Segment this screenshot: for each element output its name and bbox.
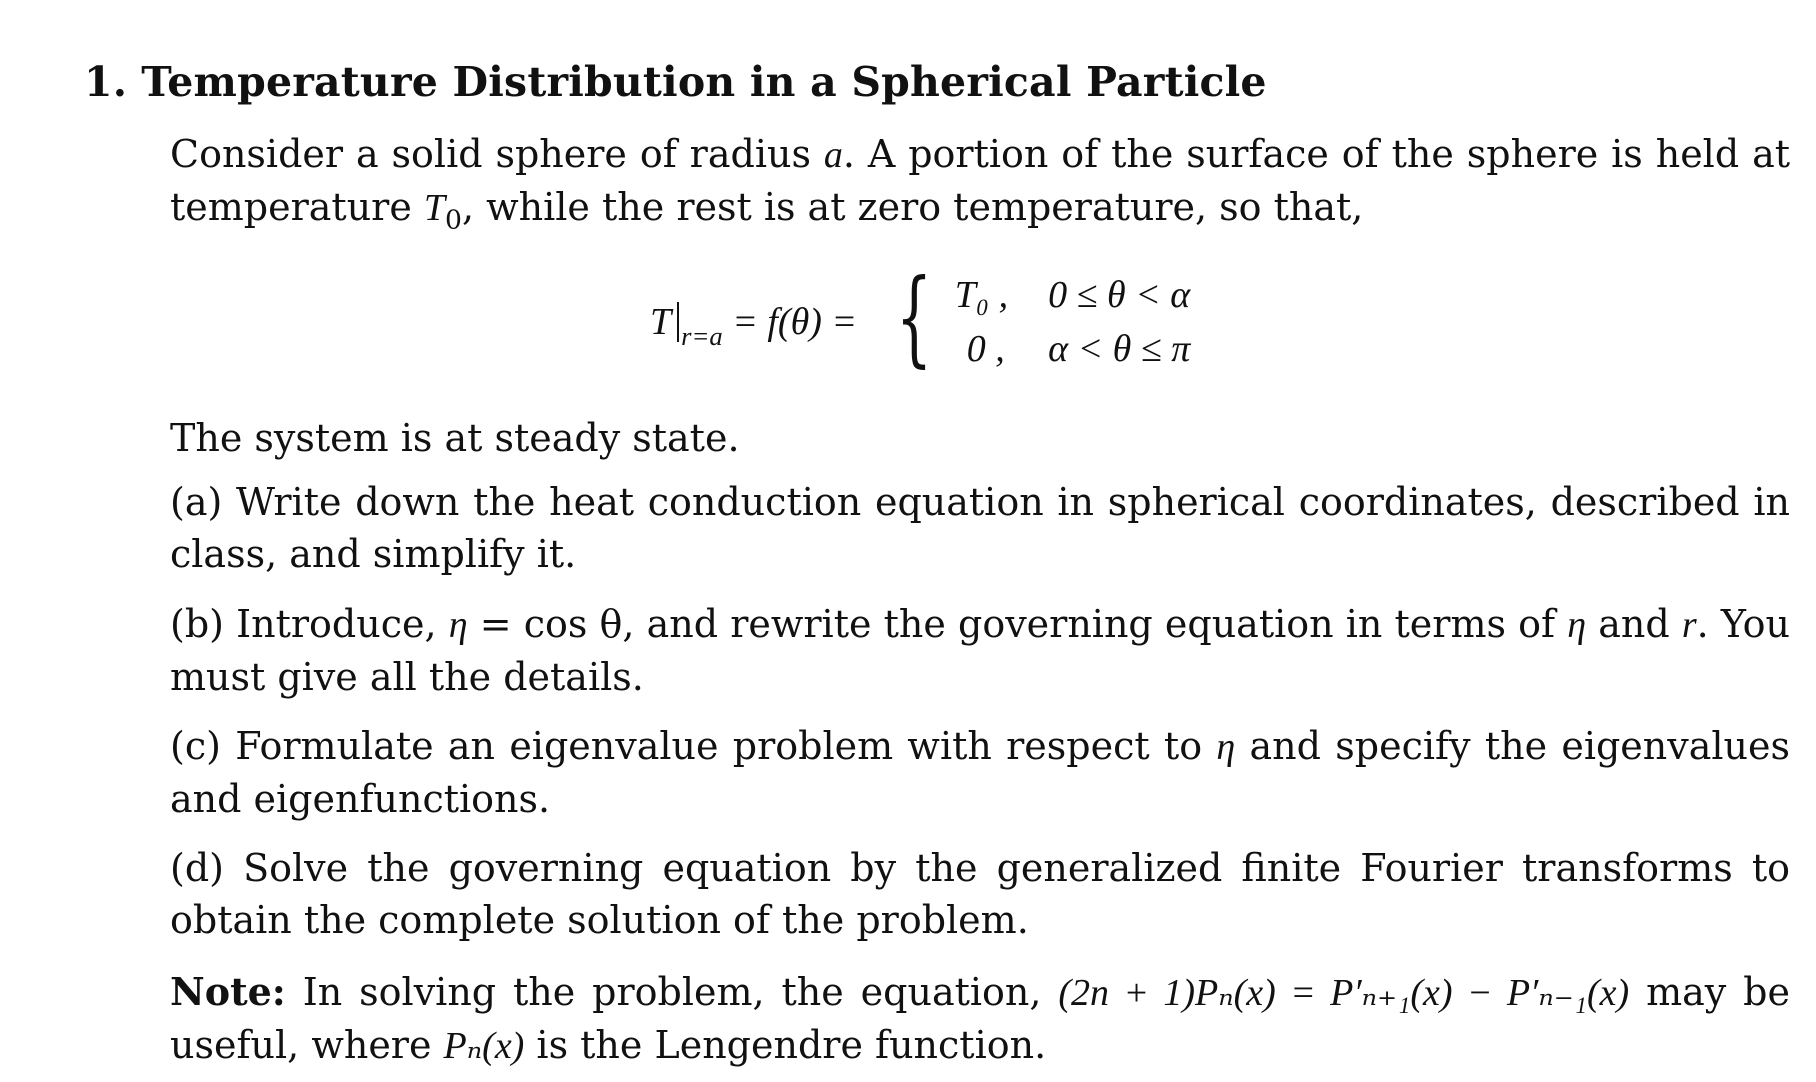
part-b-text-1: (b) Introduce, [170, 602, 449, 646]
part-b [170, 598, 1790, 703]
eq-equals: = f(θ) = [722, 301, 867, 343]
legendre-symbol: Pₙ(x) [443, 1025, 525, 1067]
problem-heading [84, 58, 1267, 106]
intro-paragraph [170, 128, 1790, 234]
r-symbol: r [1681, 604, 1697, 646]
intro-text-3: , while the rest is at zero temperature, so that, [461, 185, 1364, 229]
note-text-3: is the Lengendre function. [524, 1023, 1047, 1067]
part-c-text-1: (c) Formulate an eigenvalue problem with respect to [170, 724, 1217, 768]
problem-number: 1. [84, 58, 128, 106]
equation-lhs: T $_{r=a}$ = f(θ) = [650, 301, 867, 351]
boundary-condition-equation [650, 256, 1191, 382]
eq-T: T [650, 301, 672, 343]
note-text-2: may be useful, where [170, 970, 1790, 1067]
intro-text-2: . A portion of the surface of the sphere is held at temperature [170, 132, 1790, 229]
steady-state-text: The system is at steady state. [170, 416, 740, 460]
piecewise-cases [955, 269, 1191, 375]
note-paragraph [170, 966, 1790, 1072]
eta-symbol-2: η [1567, 604, 1587, 646]
note-text-1: In solving the problem, the equation, [285, 970, 1059, 1014]
part-d: (d) Solve the governing equation by the generalized finite Fourier transforms to obtain the complete solution of the problem. [170, 846, 1790, 942]
case1-condition: 0 ≤ θ < α [1048, 274, 1191, 316]
part-b-and: and [1586, 602, 1682, 646]
part-c-text-2: and specify the eigenvalues and eigenfunctions. [170, 724, 1791, 821]
case2-condition: α < θ ≤ π [1048, 328, 1191, 370]
intro-text-1: Consider a solid sphere of radius [170, 132, 824, 176]
cos-theta: = cos θ [467, 602, 623, 646]
part-b-text-2: , and rewrite the governing equation in terms of [622, 602, 1568, 646]
part-a: (a) Write down the heat conduction equation in spherical coordinates, described in class, and simplify it. [170, 480, 1790, 576]
part-b-text-3: . You must give all the details. [170, 602, 1790, 699]
case2-value: 0 , [966, 328, 1005, 370]
part-c [170, 720, 1790, 825]
temp-subscript: 0 [445, 204, 462, 236]
problem-title: Temperature Distribution in a Spherical Particle [141, 58, 1267, 106]
eta-symbol: η [448, 604, 468, 646]
radius-symbol: a [823, 134, 843, 176]
note-label: Note: [170, 969, 286, 1014]
evaluation-bar [677, 302, 679, 342]
eta-symbol-3: η [1216, 726, 1236, 768]
case1-value: T₀ , [954, 274, 1009, 316]
left-brace: { [895, 256, 932, 378]
temp-symbol: T [423, 187, 446, 229]
recurrence-formula: (2n + 1)Pₙ(x) = P′ₙ₊₁(x) − P′ₙ₋₁(x) [1058, 972, 1630, 1014]
